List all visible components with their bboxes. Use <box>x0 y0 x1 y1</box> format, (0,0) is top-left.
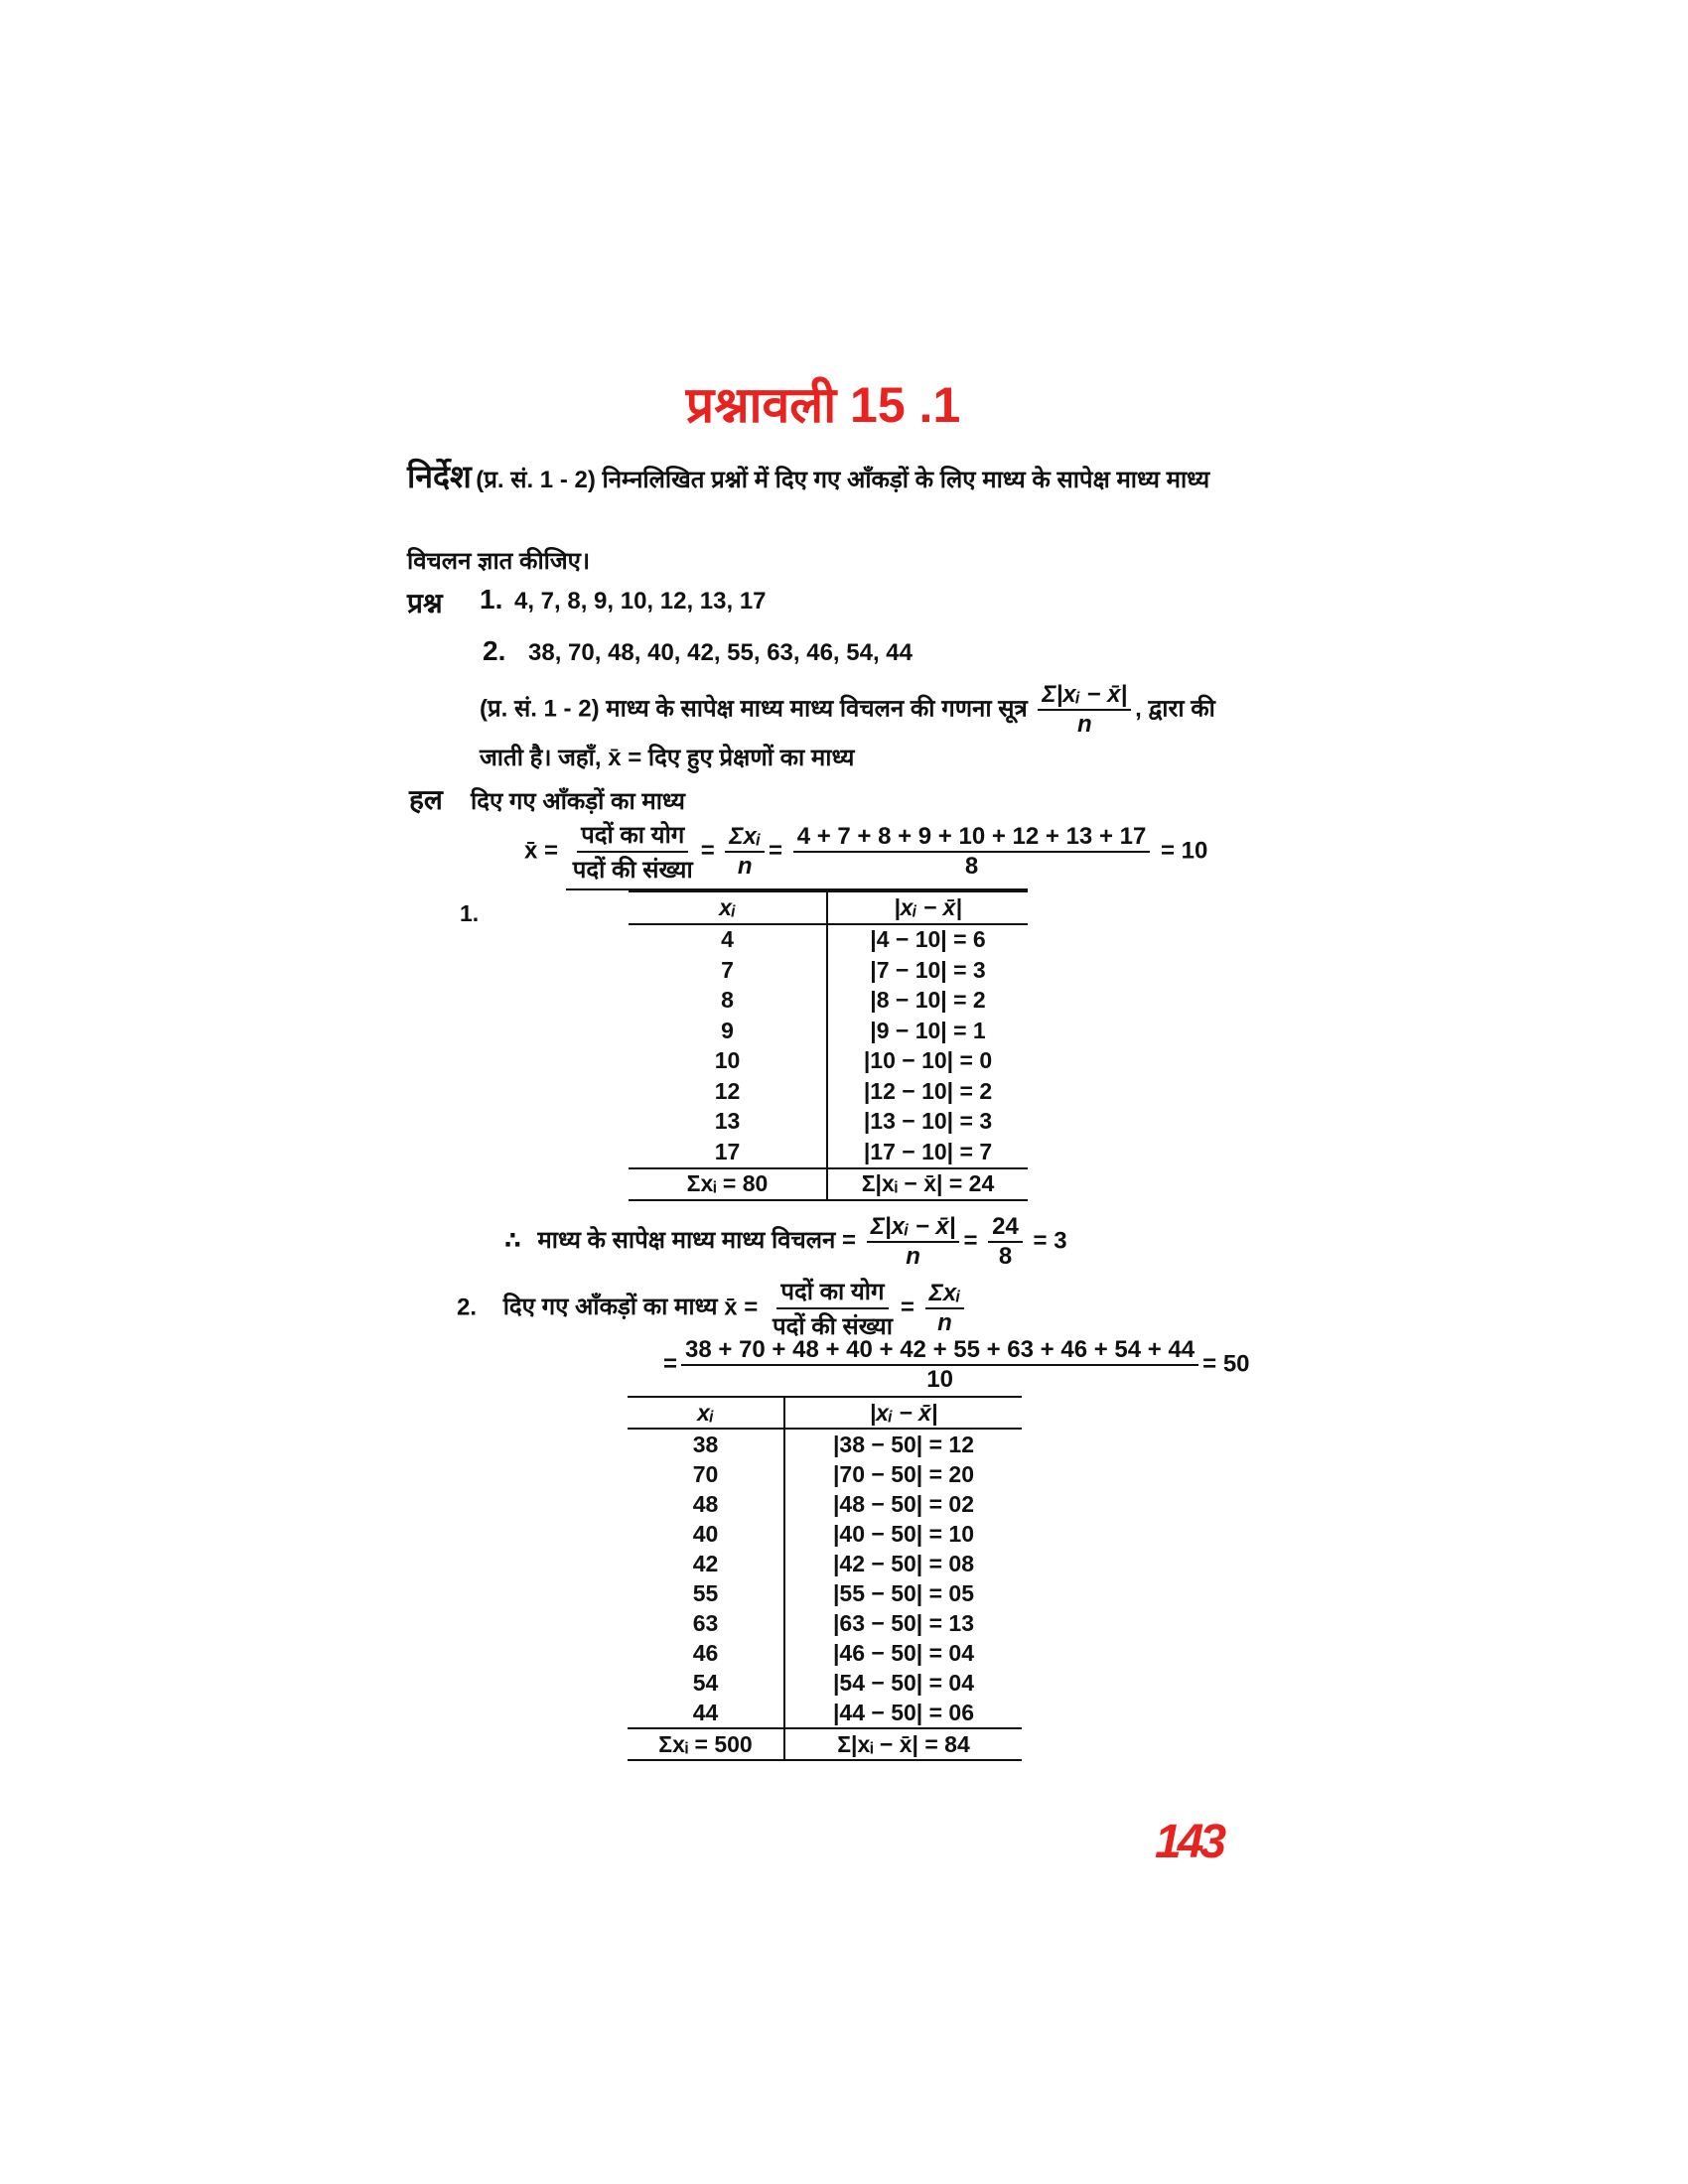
deviation-value: |7 − 10| = 3 <box>827 955 1028 986</box>
x-value: 17 <box>714 1138 741 1164</box>
result-text: माध्य के सापेक्ष माध्य माध्य विचलन = <box>537 1227 857 1255</box>
instruction-text-2: विचलन ज्ञात कीजिए। <box>407 548 591 575</box>
exercise-title: प्रश्नावली 15 .1 <box>685 377 961 433</box>
table-row <box>628 1668 1022 1698</box>
deviation-value: |13 − 10| = 3 <box>827 1107 1028 1138</box>
numerator: पदों का योग <box>776 1275 888 1309</box>
header-deviation: |xᵢ − x̄| <box>784 1397 1022 1429</box>
deviation-value: |8 − 10| = 2 <box>827 986 1028 1017</box>
deviation-value: |48 − 50| = 02 <box>784 1489 1022 1519</box>
mean-result: = 10 <box>1161 837 1208 865</box>
q1-data: 4, 7, 8, 9, 10, 12, 13, 17 <box>514 588 767 614</box>
x-value: 7 <box>721 956 734 983</box>
denominator: n <box>737 853 753 880</box>
instruction-text: (प्र. सं. 1 - 2) निम्नलिखित प्रश्नों में दिए गए आँकड़ों के लिए माध्य के सापेक्ष माध्य माध्य <box>476 467 1210 493</box>
result-value: = 3 <box>1033 1227 1067 1255</box>
x-value: 38 <box>692 1431 719 1457</box>
table-row <box>628 1519 1022 1549</box>
fraction <box>925 1280 965 1337</box>
table-row <box>629 1046 1028 1077</box>
table-row <box>628 1549 1022 1578</box>
instruction-label: निर्देश <box>407 459 472 494</box>
deviation-value: |70 − 50| = 20 <box>784 1459 1022 1489</box>
denominator: 8 <box>964 853 979 880</box>
denominator: पदों की संख्या <box>772 1313 893 1340</box>
mean-formula-2: 2. दिए गए आँकड़ों का माध्य x̄ = $\frac{\text{पदों का योग}}{\text{पदों की संख्या}}$ = $\frac{\text{Σxᵢ}}{n}$ <box>457 1275 968 1342</box>
deviation-value: |54 − 50| = 04 <box>784 1668 1022 1698</box>
sum-deviation: Σ|xᵢ − x̄| = 84 <box>784 1728 1022 1760</box>
x-value: 46 <box>692 1639 719 1666</box>
note-text-2: , द्वारा की <box>1135 695 1215 723</box>
deviation-value: |40 − 50| = 10 <box>784 1519 1022 1549</box>
x-value: 63 <box>692 1609 719 1636</box>
table-row <box>628 1638 1022 1668</box>
q2-data: 38, 70, 48, 40, 42, 55, 63, 46, 54, 44 <box>528 639 913 666</box>
header-x: xᵢ <box>697 1399 714 1426</box>
fraction <box>681 1336 1198 1394</box>
mean-lhs: x̄ = <box>524 837 559 865</box>
header-x: xᵢ <box>719 893 736 920</box>
table-row <box>629 1016 1028 1046</box>
solution-label: हल <box>409 784 443 815</box>
x-value: 44 <box>692 1699 719 1725</box>
table-row <box>628 1608 1022 1638</box>
deviation-value: |4 − 10| = 6 <box>827 924 1028 956</box>
x-value: 12 <box>714 1077 741 1104</box>
denominator: n <box>906 1243 920 1270</box>
table-row <box>628 1429 1022 1459</box>
note-line-1 <box>480 681 1215 739</box>
sum-x: Σxᵢ = 80 <box>686 1170 769 1197</box>
deviation-value: |55 − 50| = 05 <box>784 1578 1022 1608</box>
denominator: 10 <box>926 1366 953 1393</box>
note-line-2: जाती है। जहाँ, x̄ = दिए हुए प्रेक्षणों का माध्य <box>480 745 855 771</box>
deviation-value: |42 − 50| = 08 <box>784 1549 1022 1578</box>
fraction <box>569 818 697 886</box>
denominator: n <box>937 1309 952 1336</box>
numerator: Σxᵢ <box>725 823 765 853</box>
denominator: 8 <box>998 1243 1013 1270</box>
part-number: 2. <box>457 1294 478 1321</box>
result-1: ∴ माध्य के सापेक्ष माध्य माध्य विचलन = $\frac{\text{Σ|xᵢ − x̄|}}{n}$ = $\frac{24}{8}$ = 3 <box>504 1213 1067 1270</box>
table-row <box>629 1076 1028 1107</box>
deviation-value: |63 − 50| = 13 <box>784 1608 1022 1638</box>
deviation-table-2 <box>628 1396 1022 1761</box>
table-row <box>628 1489 1022 1519</box>
numerator: 38 + 70 + 48 + 40 + 42 + 55 + 63 + 46 + 54 + 44 <box>681 1336 1198 1366</box>
mean-result: = 50 <box>1202 1350 1250 1378</box>
x-value: 13 <box>714 1108 741 1135</box>
x-value: 54 <box>692 1669 719 1696</box>
deviation-value: |17 − 10| = 7 <box>827 1137 1028 1168</box>
questions-label: प्रश्न <box>407 588 443 618</box>
formula-numerator: Σ|xᵢ − x̄| <box>1038 681 1131 711</box>
x-value: 4 <box>721 926 734 953</box>
numerator: Σ|xᵢ − x̄| <box>867 1213 960 1243</box>
deviation-value: |38 − 50| = 12 <box>784 1429 1022 1459</box>
denominator: पदों की संख्या <box>572 857 693 884</box>
x-value: 55 <box>692 1579 719 1606</box>
sum-deviation: Σ|xᵢ − x̄| = 24 <box>827 1168 1028 1201</box>
instruction <box>407 455 1209 497</box>
fraction <box>988 1213 1023 1271</box>
note-text: (प्र. सं. 1 - 2) माध्य के सापेक्ष माध्य माध्य विचलन की गणना सूत्र <box>480 695 1028 723</box>
table-row <box>629 1137 1028 1168</box>
table-row <box>628 1459 1022 1489</box>
fraction <box>769 1275 897 1342</box>
totals-row <box>629 1168 1028 1201</box>
deviation-value: |10 − 10| = 0 <box>827 1046 1028 1077</box>
deviation-value: |9 − 10| = 1 <box>827 1016 1028 1046</box>
table1-number: 1. <box>460 900 480 926</box>
table-row <box>628 1578 1022 1608</box>
x-value: 8 <box>721 987 734 1014</box>
deviation-table-1 <box>629 890 1028 1201</box>
x-value: 48 <box>692 1490 719 1517</box>
numerator: 4 + 7 + 8 + 9 + 10 + 12 + 13 + 17 <box>793 823 1151 853</box>
fraction <box>725 823 765 881</box>
q1-number: 1. <box>480 584 503 614</box>
q2-number: 2. <box>483 635 506 666</box>
solution-intro: दिए गए आँकड़ों का माध्य <box>471 788 685 815</box>
header-deviation: |xᵢ − x̄| <box>827 891 1028 924</box>
fraction <box>793 823 1151 881</box>
mean-formula-1: x̄ = $\frac{\text{पदों का योग}}{\text{पदों की संख्या}}$ = $\frac{\text{Σxᵢ}}{n}$ = $\frac{4 + 7 + 8 + 9 + 10 + 12 + 13 + 17}{8}$ = 10 <box>524 818 1207 886</box>
table-row <box>628 1698 1022 1728</box>
x-value: 42 <box>692 1550 719 1576</box>
page-number: 143 <box>1155 1816 1223 1868</box>
x-value: 9 <box>721 1017 734 1043</box>
deviation-value: |44 − 50| = 06 <box>784 1698 1022 1728</box>
mean-formula-2-expansion: = $\frac{38 + 70 + 48 + 40 + 42 + 55 + 63 + 46 + 54 + 44}{10}$ = 50 <box>663 1336 1250 1393</box>
formula-fraction <box>1038 681 1131 739</box>
mean-lhs: x̄ = <box>724 1294 759 1321</box>
sum-x: Σxᵢ = 500 <box>658 1730 753 1757</box>
x-value: 70 <box>692 1460 719 1487</box>
formula-denominator: n <box>1076 711 1092 738</box>
table-row <box>629 986 1028 1017</box>
numerator: पदों का योग <box>577 818 688 853</box>
deviation-value: |46 − 50| = 04 <box>784 1638 1022 1668</box>
mean-intro: दिए गए आँकड़ों का माध्य <box>502 1294 718 1321</box>
therefore-symbol: ∴ <box>504 1227 521 1255</box>
totals-row <box>628 1728 1022 1760</box>
x-value: 10 <box>714 1047 741 1074</box>
table-row <box>629 955 1028 986</box>
deviation-value: |12 − 10| = 2 <box>827 1076 1028 1107</box>
x-value: 40 <box>692 1520 719 1547</box>
table-row <box>629 1107 1028 1138</box>
fraction <box>867 1213 960 1271</box>
table-row <box>629 924 1028 956</box>
numerator: 24 <box>988 1213 1023 1243</box>
numerator: Σxᵢ <box>925 1280 965 1309</box>
